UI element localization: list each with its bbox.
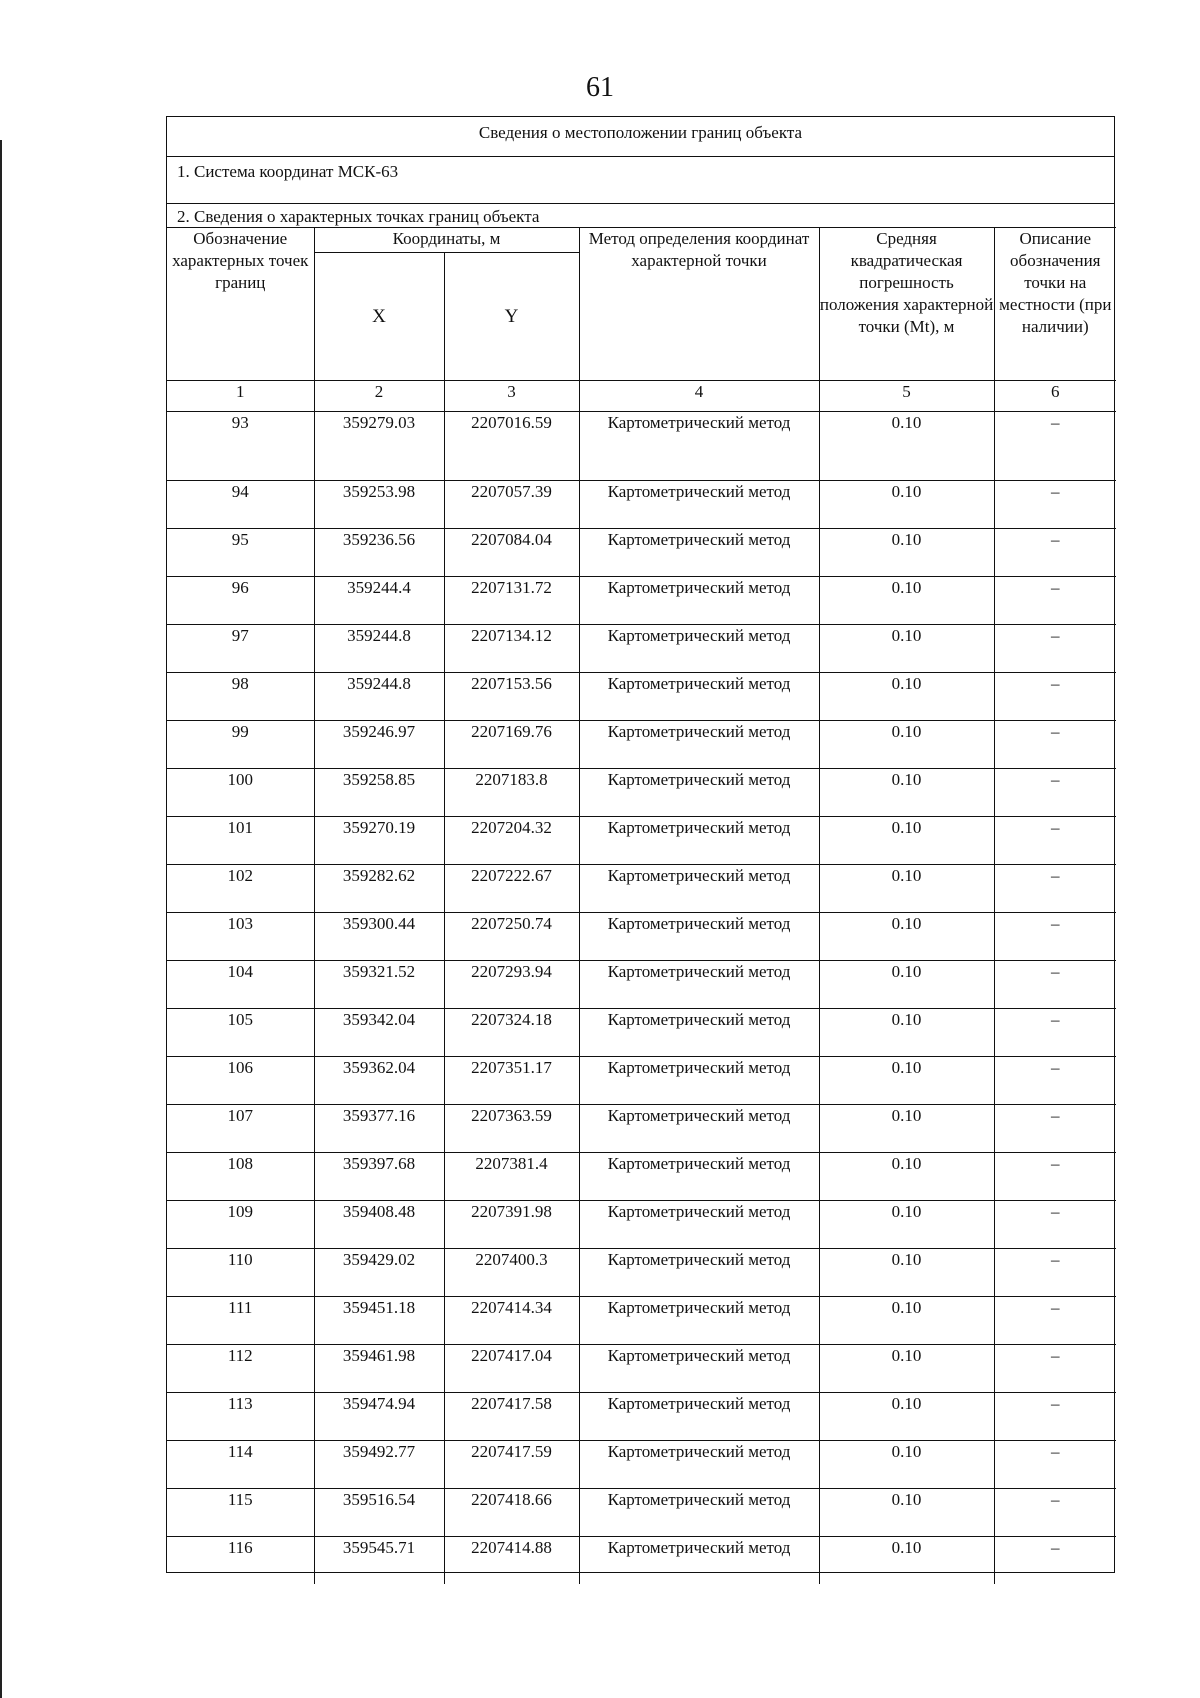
point-id: 97 (167, 625, 314, 673)
header-designation: Обозначение характерных точек границ (167, 228, 314, 381)
column-number: 2 (314, 381, 444, 412)
point-id: 107 (167, 1105, 314, 1153)
header-y: Y (444, 253, 579, 381)
point-description: – (994, 1153, 1116, 1201)
x-coordinate: 359377.16 (314, 1105, 444, 1153)
point-id: 110 (167, 1249, 314, 1297)
table-row (167, 1105, 1116, 1153)
method: Картометрический метод (579, 673, 819, 721)
y-coordinate: 2207016.59 (444, 412, 579, 481)
column-number: 5 (819, 381, 994, 412)
mean-square-error: 0.10 (819, 1057, 994, 1105)
page-number: 61 (586, 72, 614, 103)
table-row (167, 1153, 1116, 1201)
mean-square-error: 0.10 (819, 412, 994, 481)
point-description: – (994, 769, 1116, 817)
y-coordinate: 2207169.76 (444, 721, 579, 769)
point-id: 108 (167, 1153, 314, 1201)
mean-square-error: 0.10 (819, 1297, 994, 1345)
y-coordinate: 2207222.67 (444, 865, 579, 913)
point-description: – (994, 625, 1116, 673)
y-coordinate: 2207414.34 (444, 1297, 579, 1345)
method: Картометрический метод (579, 1489, 819, 1537)
header-error: Средняя квадратическая погрешность положения характерной точки (Mt), м (819, 228, 994, 381)
point-description: – (994, 1441, 1116, 1489)
y-coordinate: 2207391.98 (444, 1201, 579, 1249)
point-id: 94 (167, 481, 314, 529)
table-row (167, 481, 1116, 529)
y-coordinate: 2207418.66 (444, 1489, 579, 1537)
x-coordinate: 359300.44 (314, 913, 444, 961)
x-coordinate: 359321.52 (314, 961, 444, 1009)
mean-square-error: 0.10 (819, 1249, 994, 1297)
section-heading: 2. Сведения о характерных точках границ объекта (177, 207, 540, 226)
table-row (167, 625, 1116, 673)
x-coordinate: 359545.71 (314, 1537, 444, 1585)
method: Картометрический метод (579, 865, 819, 913)
method: Картометрический метод (579, 1393, 819, 1441)
mean-square-error: 0.10 (819, 1393, 994, 1441)
method: Картометрический метод (579, 1153, 819, 1201)
point-id: 95 (167, 529, 314, 577)
mean-square-error: 0.10 (819, 1345, 994, 1393)
point-id: 116 (167, 1537, 314, 1585)
y-coordinate: 2207417.04 (444, 1345, 579, 1393)
coordinate-system: 1. Система координат МСК-63 (167, 157, 1114, 204)
method: Картометрический метод (579, 1249, 819, 1297)
x-coordinate: 359244.8 (314, 673, 444, 721)
header-coordinates: Координаты, м (314, 228, 579, 253)
mean-square-error: 0.10 (819, 529, 994, 577)
point-id: 101 (167, 817, 314, 865)
y-coordinate: 2207153.56 (444, 673, 579, 721)
table-row (167, 1249, 1116, 1297)
table-row (167, 1345, 1116, 1393)
point-description: – (994, 817, 1116, 865)
x-coordinate: 359397.68 (314, 1153, 444, 1201)
method: Картометрический метод (579, 1201, 819, 1249)
header-x: X (314, 253, 444, 381)
boundary-points-table (167, 227, 1116, 1584)
point-description: – (994, 1297, 1116, 1345)
mean-square-error: 0.10 (819, 1201, 994, 1249)
header-description: Описание обозначения точки на местности (при наличии) (994, 228, 1116, 381)
table-row (167, 1537, 1116, 1585)
method: Картометрический метод (579, 961, 819, 1009)
method: Картометрический метод (579, 529, 819, 577)
table-row (167, 1441, 1116, 1489)
point-id: 104 (167, 961, 314, 1009)
point-id: 115 (167, 1489, 314, 1537)
y-coordinate: 2207084.04 (444, 529, 579, 577)
mean-square-error: 0.10 (819, 769, 994, 817)
method: Картометрический метод (579, 1537, 819, 1585)
point-description: – (994, 529, 1116, 577)
y-coordinate: 2207131.72 (444, 577, 579, 625)
point-id: 112 (167, 1345, 314, 1393)
mean-square-error: 0.10 (819, 913, 994, 961)
mean-square-error: 0.10 (819, 961, 994, 1009)
point-description: – (994, 1105, 1116, 1153)
point-id: 109 (167, 1201, 314, 1249)
x-coordinate: 359461.98 (314, 1345, 444, 1393)
point-description: – (994, 721, 1116, 769)
point-description: – (994, 481, 1116, 529)
table-row (167, 913, 1116, 961)
x-coordinate: 359236.56 (314, 529, 444, 577)
x-coordinate: 359246.97 (314, 721, 444, 769)
y-coordinate: 2207204.32 (444, 817, 579, 865)
point-description: – (994, 412, 1116, 481)
mean-square-error: 0.10 (819, 673, 994, 721)
table-row (167, 1057, 1116, 1105)
x-coordinate: 359253.98 (314, 481, 444, 529)
mean-square-error: 0.10 (819, 865, 994, 913)
x-coordinate: 359282.62 (314, 865, 444, 913)
mean-square-error: 0.10 (819, 481, 994, 529)
x-coordinate: 359408.48 (314, 1201, 444, 1249)
table-row (167, 673, 1116, 721)
y-coordinate: 2207414.88 (444, 1537, 579, 1585)
method: Картометрический метод (579, 1009, 819, 1057)
method: Картометрический метод (579, 1345, 819, 1393)
point-id: 106 (167, 1057, 314, 1105)
point-id: 102 (167, 865, 314, 913)
table-row (167, 1009, 1116, 1057)
point-id: 93 (167, 412, 314, 481)
method: Картометрический метод (579, 625, 819, 673)
method: Картометрический метод (579, 721, 819, 769)
method: Картометрический метод (579, 817, 819, 865)
mean-square-error: 0.10 (819, 721, 994, 769)
y-coordinate: 2207417.59 (444, 1441, 579, 1489)
point-description: – (994, 1345, 1116, 1393)
y-coordinate: 2207250.74 (444, 913, 579, 961)
y-coordinate: 2207381.4 (444, 1153, 579, 1201)
table-row (167, 865, 1116, 913)
method: Картометрический метод (579, 913, 819, 961)
table-row (167, 577, 1116, 625)
point-id: 105 (167, 1009, 314, 1057)
mean-square-error: 0.10 (819, 1441, 994, 1489)
x-coordinate: 359429.02 (314, 1249, 444, 1297)
mean-square-error: 0.10 (819, 1537, 994, 1585)
method: Картометрический метод (579, 412, 819, 481)
point-description: – (994, 673, 1116, 721)
point-description: – (994, 1489, 1116, 1537)
point-id: 113 (167, 1393, 314, 1441)
point-description: – (994, 1201, 1116, 1249)
mean-square-error: 0.10 (819, 1489, 994, 1537)
point-description: – (994, 1537, 1116, 1585)
point-description: – (994, 577, 1116, 625)
x-coordinate: 359279.03 (314, 412, 444, 481)
x-coordinate: 359362.04 (314, 1057, 444, 1105)
method: Картометрический метод (579, 481, 819, 529)
x-coordinate: 359474.94 (314, 1393, 444, 1441)
point-id: 111 (167, 1297, 314, 1345)
table-row (167, 961, 1116, 1009)
table-row (167, 769, 1116, 817)
point-id: 96 (167, 577, 314, 625)
table-row (167, 721, 1116, 769)
table-row (167, 529, 1116, 577)
point-description: – (994, 1249, 1116, 1297)
column-number: 4 (579, 381, 819, 412)
table-row (167, 1489, 1116, 1537)
column-number: 6 (994, 381, 1116, 412)
header-method: Метод определения координат характерной точки (579, 228, 819, 381)
y-coordinate: 2207324.18 (444, 1009, 579, 1057)
y-coordinate: 2207417.58 (444, 1393, 579, 1441)
x-coordinate: 359492.77 (314, 1441, 444, 1489)
point-description: – (994, 913, 1116, 961)
x-coordinate: 359342.04 (314, 1009, 444, 1057)
method: Картометрический метод (579, 1057, 819, 1105)
method: Картометрический метод (579, 769, 819, 817)
point-id: 98 (167, 673, 314, 721)
scan-edge-line (0, 140, 2, 1698)
point-id: 114 (167, 1441, 314, 1489)
x-coordinate: 359516.54 (314, 1489, 444, 1537)
table-row (167, 1201, 1116, 1249)
table-row (167, 1297, 1116, 1345)
method: Картометрический метод (579, 1297, 819, 1345)
point-id: 99 (167, 721, 314, 769)
point-description: – (994, 1393, 1116, 1441)
boundary-document (166, 116, 1115, 1573)
x-coordinate: 359244.4 (314, 577, 444, 625)
column-number: 3 (444, 381, 579, 412)
y-coordinate: 2207363.59 (444, 1105, 579, 1153)
mean-square-error: 0.10 (819, 1153, 994, 1201)
point-description: – (994, 1009, 1116, 1057)
x-coordinate: 359270.19 (314, 817, 444, 865)
mean-square-error: 0.10 (819, 625, 994, 673)
mean-square-error: 0.10 (819, 1105, 994, 1153)
point-description: – (994, 961, 1116, 1009)
method: Картометрический метод (579, 1441, 819, 1489)
column-number-row (167, 381, 1116, 412)
y-coordinate: 2207293.94 (444, 961, 579, 1009)
point-id: 100 (167, 769, 314, 817)
column-number: 1 (167, 381, 314, 412)
table-row (167, 412, 1116, 481)
mean-square-error: 0.10 (819, 577, 994, 625)
mean-square-error: 0.10 (819, 1009, 994, 1057)
point-id: 103 (167, 913, 314, 961)
y-coordinate: 2207134.12 (444, 625, 579, 673)
y-coordinate: 2207057.39 (444, 481, 579, 529)
y-coordinate: 2207183.8 (444, 769, 579, 817)
table-row (167, 817, 1116, 865)
method: Картометрический метод (579, 577, 819, 625)
x-coordinate: 359258.85 (314, 769, 444, 817)
x-coordinate: 359451.18 (314, 1297, 444, 1345)
x-coordinate: 359244.8 (314, 625, 444, 673)
y-coordinate: 2207400.3 (444, 1249, 579, 1297)
point-description: – (994, 865, 1116, 913)
y-coordinate: 2207351.17 (444, 1057, 579, 1105)
document-title: Сведения о местоположении границ объекта (167, 117, 1114, 157)
mean-square-error: 0.10 (819, 817, 994, 865)
table-row (167, 1393, 1116, 1441)
method: Картометрический метод (579, 1105, 819, 1153)
point-description: – (994, 1057, 1116, 1105)
